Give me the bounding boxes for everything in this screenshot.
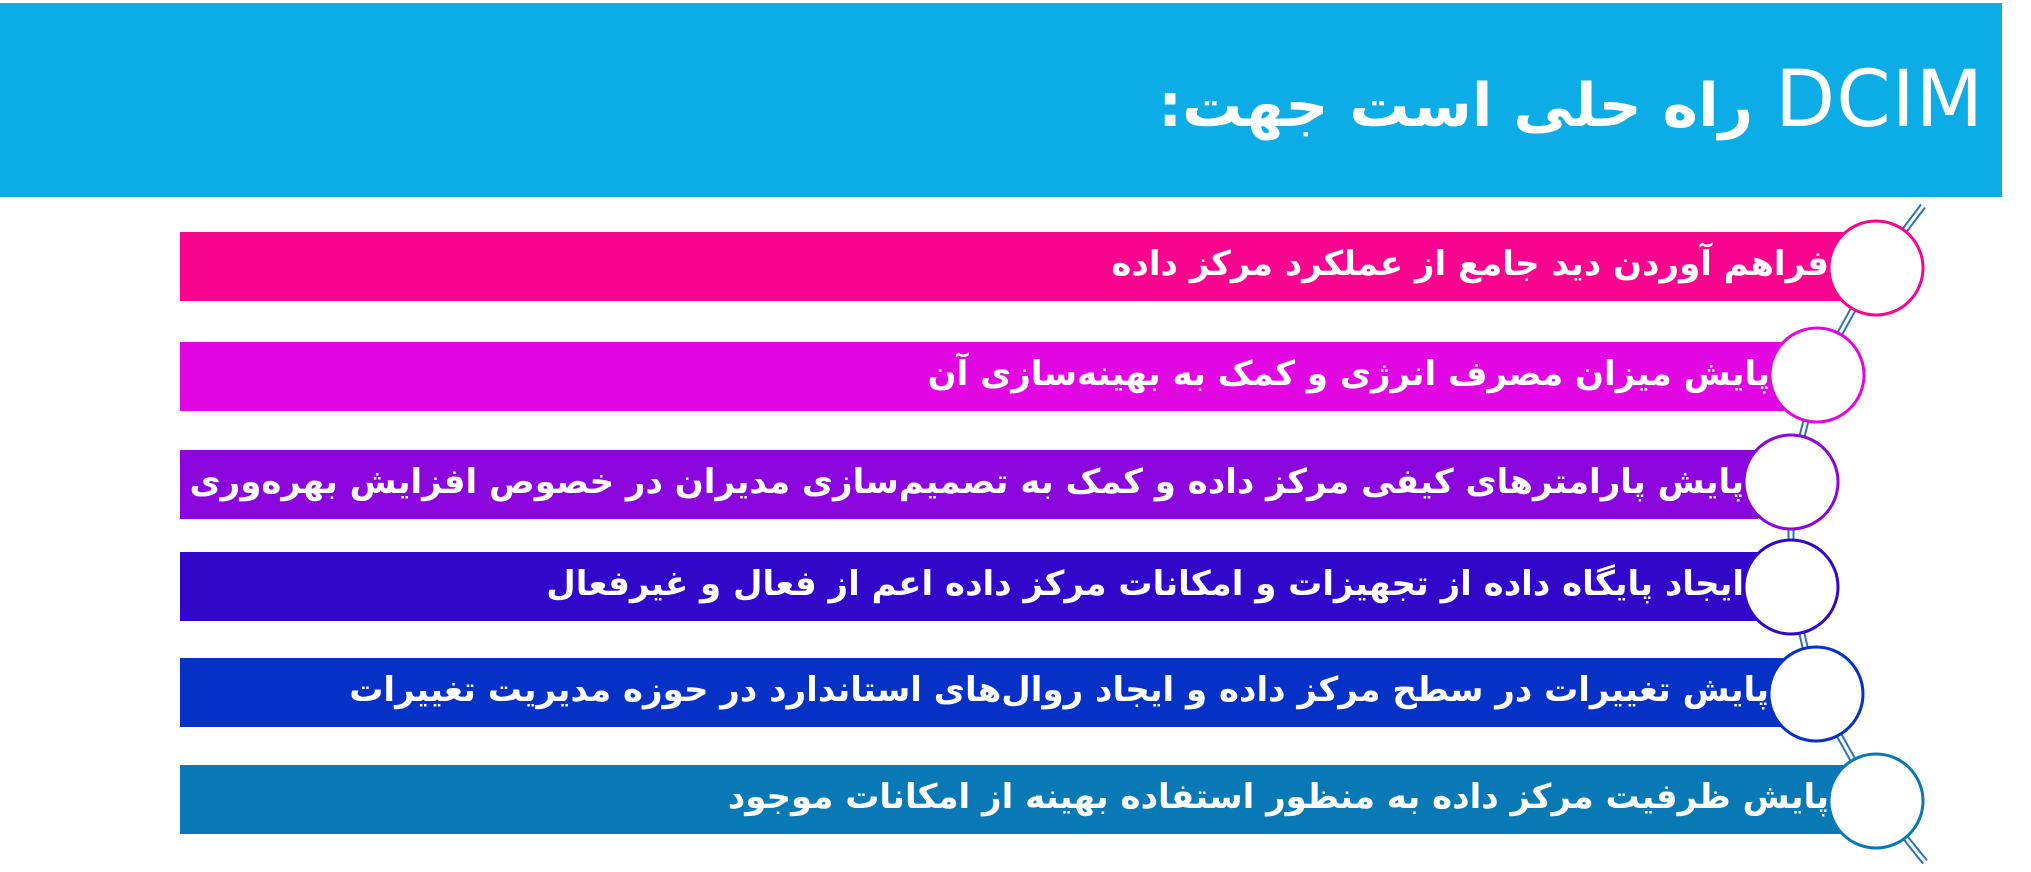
- connector-line-inner: [1791, 206, 1925, 862]
- solution-bar-label: پایش تغییرات در سطح مرکز داده و ایجاد روال‌های استاندارد در حوزه مدیریت تغییرات: [349, 669, 1769, 710]
- step-circle: [1769, 647, 1863, 741]
- title-latin: DCIM: [1775, 55, 1984, 145]
- solution-row: [180, 765, 1843, 834]
- solution-row: [180, 552, 1758, 621]
- step-circle: [1770, 328, 1864, 422]
- solution-bar: [180, 658, 1783, 727]
- solution-bar: [33, 450, 1758, 519]
- solution-bar-label: فراهم آوردن دید جامع از عملکرد مرکز داده: [1111, 243, 1829, 284]
- step-circle: [1829, 754, 1923, 848]
- solution-bar-label: پایش ظرفیت مرکز داده به منظور استفاده بهینه از امکانات موجود: [727, 776, 1829, 817]
- step-circle: [1744, 540, 1838, 634]
- slide-title: [0, 55, 1984, 145]
- solution-bar-label: پایش پارامترهای کیفی مرکز داده و کمک به تصمیم‌سازی مدیران در خصوص افزایش بهره‌وری و کارایی: [33, 461, 1744, 502]
- solution-row: [33, 450, 1758, 519]
- step-circle: [1744, 435, 1838, 529]
- step-circle: [1829, 221, 1923, 315]
- header-band: [0, 3, 2002, 197]
- solution-bar-label: پایش میزان مصرف انرژی و کمک به بهینه‌سازی آن: [927, 353, 1770, 394]
- solution-row: [180, 658, 1783, 727]
- solution-bar: [180, 765, 1843, 834]
- solution-bar: [180, 232, 1843, 301]
- connector-line-outer: [1791, 206, 1925, 862]
- solution-bar: [180, 342, 1784, 411]
- solution-bar: [180, 552, 1758, 621]
- solution-row: [180, 342, 1784, 411]
- title-persian: راه حلی است جهت:: [1158, 71, 1754, 141]
- solution-bar-label: ایجاد پایگاه داده از تجهیزات و امکانات مرکز داده اعم از فعال و غیرفعال: [546, 563, 1744, 604]
- solution-row: [180, 232, 1843, 301]
